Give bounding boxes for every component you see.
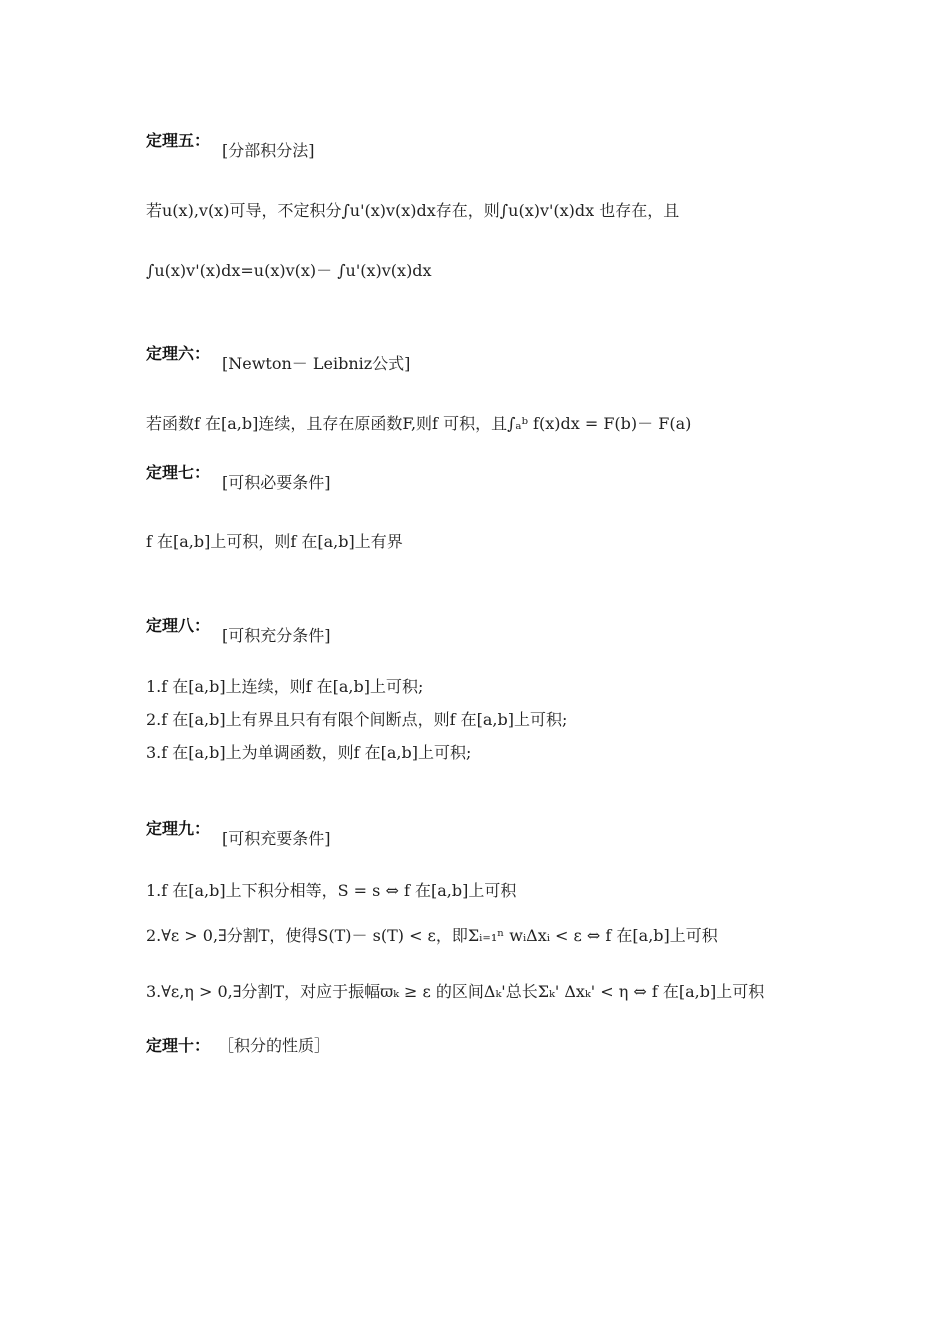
theorem-8 (0, 613, 950, 773)
theorem-title: 定理七： (146, 463, 211, 482)
theorem-line: 1.f 在[a,b]上下积分相等，S = s ⇔ f 在[a,b]上可积 (146, 881, 517, 900)
theorem-line: 若u(x),v(x)可导，不定积分∫u'(x)v(x)dx存在，则∫u(x)v'(x)dx 也存在，且 (146, 201, 680, 220)
theorem-10 (0, 1033, 950, 1063)
theorem-title: 定理十： (146, 1036, 211, 1055)
theorem-9 (0, 816, 950, 1016)
theorem-7 (0, 460, 950, 560)
theorem-tag: ［积分的性质］ (218, 1036, 331, 1055)
theorem-tag: [分部积分法] (222, 141, 315, 160)
theorem-line: 3.∀ε,η > 0,∃分割T，对应于振幅ϖₖ ≥ ε 的区间Δₖ'总长Σₖ' Δxₖ' < η ⇔ f 在[a,b]上可积 (146, 982, 765, 1001)
theorem-line: 1.f 在[a,b]上连续，则f 在[a,b]上可积; (146, 677, 424, 696)
theorem-6 (0, 341, 950, 441)
theorem-line: 2.f 在[a,b]上有界且只有有限个间断点，则f 在[a,b]上可积; (146, 710, 568, 729)
theorem-line: 2.∀ε > 0,∃分割T，使得S(T)－ s(T) < ε，即Σᵢ₌₁ⁿ wᵢΔxᵢ < ε ⇔ f 在[a,b]上可积 (146, 926, 718, 945)
theorem-line: ∫u(x)v'(x)dx=u(x)v(x)－ ∫u'(x)v(x)dx (146, 261, 432, 280)
theorem-tag: [可积充要条件] (222, 829, 331, 848)
theorem-title: 定理八： (146, 616, 211, 635)
theorem-line: 若函数f 在[a,b]连续，且存在原函数F,则f 可积，且∫ₐᵇ f(x)dx = F(b)－ F(a) (146, 414, 692, 433)
theorem-tag: [可积充分条件] (222, 626, 331, 645)
theorem-title: 定理六： (146, 344, 211, 363)
theorem-line: f 在[a,b]上可积，则f 在[a,b]上有界 (146, 532, 403, 551)
theorem-5 (0, 128, 950, 288)
theorem-tag: [可积必要条件] (222, 473, 331, 492)
theorem-title: 定理五： (146, 131, 211, 150)
theorem-title: 定理九： (146, 819, 211, 838)
theorem-line: 3.f 在[a,b]上为单调函数，则f 在[a,b]上可积; (146, 743, 472, 762)
theorem-tag: [Newton－ Leibniz公式] (222, 354, 411, 373)
